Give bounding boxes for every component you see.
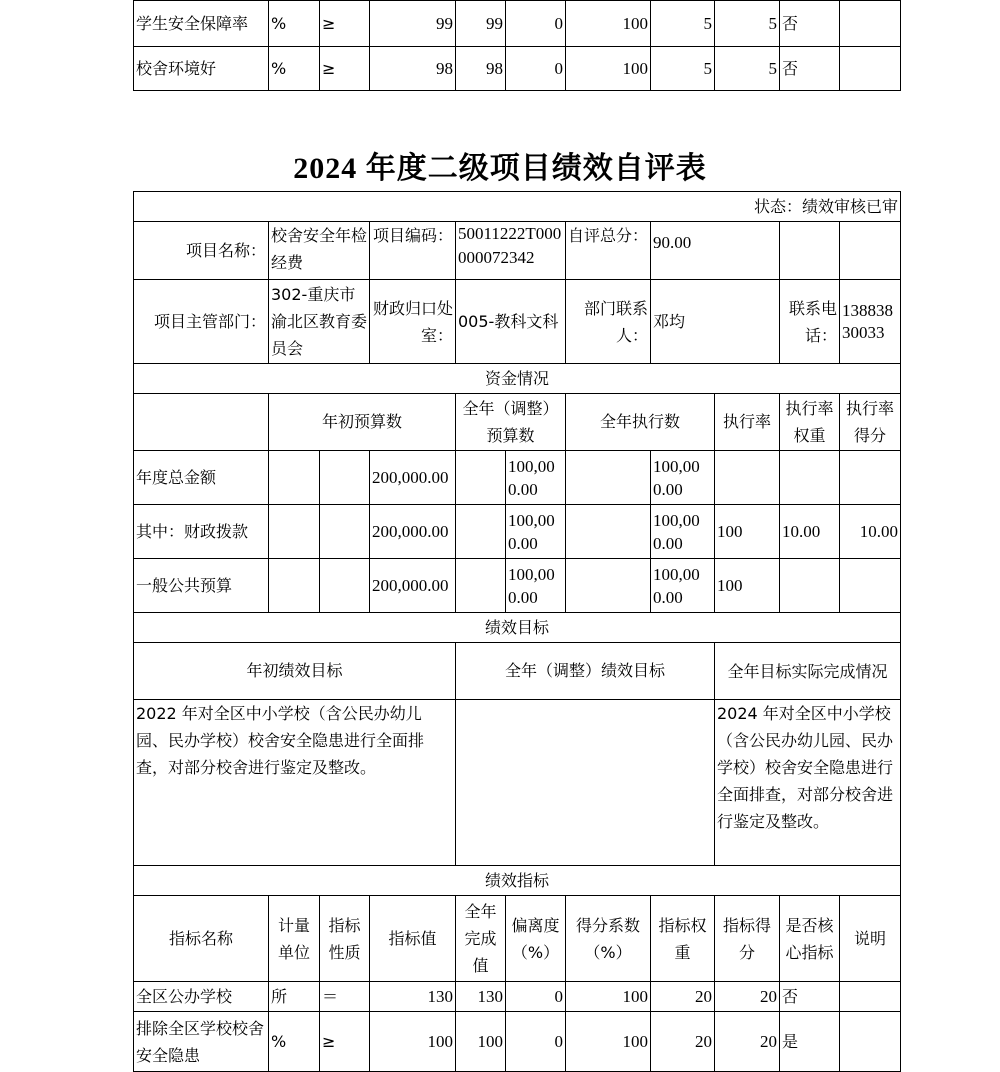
- indicator-weight: 20: [651, 982, 715, 1012]
- contact-label: 部门联系人：: [566, 280, 651, 364]
- indicator-score: 5: [715, 47, 780, 91]
- funds-header-row: [134, 394, 901, 451]
- indicator-unit: %: [269, 1, 320, 47]
- phone-label: 联系电话：: [780, 280, 840, 364]
- funds-adjusted: 100,000.00: [506, 505, 566, 559]
- table-row: [134, 1, 901, 47]
- dept-value: 302-重庆市渝北区教育委员会: [269, 280, 370, 364]
- indicator-target: 100: [370, 1012, 456, 1072]
- indicator-name: 排除全区学校校舍安全隐患: [134, 1012, 269, 1072]
- indicator-core: 否: [780, 982, 840, 1012]
- self-evaluation-table: [133, 191, 901, 1072]
- adjusted-budget-header: 全年（调整）预算数: [456, 394, 566, 451]
- table-row: [134, 47, 901, 91]
- goals-header-row: [134, 643, 901, 700]
- funds-rate: 100: [715, 559, 780, 613]
- self-score-label: 自评总分：: [566, 222, 651, 280]
- funds-score: [840, 559, 901, 613]
- indicator-deviation-header: 偏离度（%）: [506, 896, 566, 982]
- funds-score: [840, 451, 901, 505]
- indicator-actual-header: 全年完成值: [456, 896, 506, 982]
- project-dept-row: [134, 280, 901, 364]
- indicator-nature: ＝: [320, 982, 370, 1012]
- indicator-target: 99: [370, 1, 456, 47]
- self-score-value: 90.00: [651, 222, 780, 280]
- funds-budget: 200,000.00: [370, 559, 456, 613]
- indicator-deviation: 0: [506, 1012, 566, 1072]
- indicator-nature: ≥: [320, 47, 370, 91]
- indicator-actual: 130: [456, 982, 506, 1012]
- funds-executed: 100,000.00: [651, 559, 715, 613]
- indicator-actual: 100: [456, 1012, 506, 1072]
- empty-cell: [566, 505, 651, 559]
- indicator-target-header: 指标值: [370, 896, 456, 982]
- funds-weight: 10.00: [780, 505, 840, 559]
- indicator-note: [840, 1, 901, 47]
- dept-label: 项目主管部门：: [134, 280, 269, 364]
- funds-row: [134, 559, 901, 613]
- funds-section-title: 资金情况: [134, 364, 901, 394]
- empty-cell: [320, 505, 370, 559]
- empty-cell: [566, 559, 651, 613]
- indicators-header-row: [134, 896, 901, 982]
- indicator-coef: 100: [566, 47, 651, 91]
- indicator-core: 是: [780, 1012, 840, 1072]
- empty-cell: [456, 505, 506, 559]
- project-code-label: 项目编码：: [370, 222, 456, 280]
- funds-row: [134, 505, 901, 559]
- previous-indicators-table: [133, 0, 901, 91]
- indicator-actual: 98: [456, 47, 506, 91]
- empty-cell: [134, 394, 269, 451]
- indicator-coef: 100: [566, 1012, 651, 1072]
- indicator-note: [840, 982, 901, 1012]
- indicators-section-row: [134, 866, 901, 896]
- rate-header: 执行率: [715, 394, 780, 451]
- table-row: [134, 1012, 901, 1072]
- initial-goal-text: 2022 年对全区中小学校（含公民办幼儿园、民办学校）校舍安全隐患进行全面排查，对部分校舍进行鉴定及整改。: [134, 700, 456, 866]
- indicator-nature-header: 指标性质: [320, 896, 370, 982]
- funds-adjusted: 100,000.00: [506, 451, 566, 505]
- funds-executed: 100,000.00: [651, 505, 715, 559]
- indicator-weight: 5: [651, 1, 715, 47]
- indicator-unit-header: 计量单位: [269, 896, 320, 982]
- indicators-section-title: 绩效指标: [134, 866, 901, 896]
- adjusted-goal-header: 全年（调整）绩效目标: [456, 643, 715, 700]
- office-label: 财政归口处室：: [370, 280, 456, 364]
- executed-header: 全年执行数: [566, 394, 715, 451]
- funds-row: [134, 451, 901, 505]
- actual-goal-header: 全年目标实际完成情况: [715, 643, 901, 700]
- funds-rate: 100: [715, 505, 780, 559]
- report-title: 2024 年度二级项目绩效自评表: [293, 152, 707, 185]
- indicator-weight-header: 指标权重: [651, 896, 715, 982]
- empty-cell: [269, 559, 320, 613]
- funds-rate: [715, 451, 780, 505]
- phone-value: 13883830033: [840, 280, 901, 364]
- goals-content-row: [134, 700, 901, 866]
- project-name-value: 校舍安全年检经费: [269, 222, 370, 280]
- empty-cell: [780, 222, 840, 280]
- funds-row-label: 一般公共预算: [134, 559, 269, 613]
- empty-cell: [320, 559, 370, 613]
- indicator-deviation: 0: [506, 982, 566, 1012]
- project-name-label: 项目名称：: [134, 222, 269, 280]
- indicator-core-header: 是否核心指标: [780, 896, 840, 982]
- indicator-note: [840, 1012, 901, 1072]
- empty-cell: [456, 451, 506, 505]
- indicator-target: 130: [370, 982, 456, 1012]
- indicator-target: 98: [370, 47, 456, 91]
- contact-value: 邓均: [651, 280, 780, 364]
- indicator-coef: 100: [566, 982, 651, 1012]
- status-row: [134, 192, 901, 222]
- goals-section-title: 绩效目标: [134, 613, 901, 643]
- goals-section-row: [134, 613, 901, 643]
- indicator-core: 否: [780, 47, 840, 91]
- indicator-name: 全区公办学校: [134, 982, 269, 1012]
- indicator-unit: %: [269, 1012, 320, 1072]
- indicator-score: 5: [715, 1, 780, 47]
- funds-weight: [780, 559, 840, 613]
- funds-budget: 200,000.00: [370, 505, 456, 559]
- adjusted-goal-text: [456, 700, 715, 866]
- funds-score: 10.00: [840, 505, 901, 559]
- empty-cell: [320, 451, 370, 505]
- indicator-name: 学生安全保障率: [134, 1, 269, 47]
- funds-section-row: [134, 364, 901, 394]
- indicator-name-header: 指标名称: [134, 896, 269, 982]
- indicator-deviation: 0: [506, 47, 566, 91]
- funds-budget: 200,000.00: [370, 451, 456, 505]
- indicator-nature: ≥: [320, 1, 370, 47]
- funds-row-label: 其中：财政拨款: [134, 505, 269, 559]
- indicator-weight: 5: [651, 47, 715, 91]
- empty-cell: [566, 451, 651, 505]
- funds-adjusted: 100,000.00: [506, 559, 566, 613]
- status-text: 状态：绩效审核已审: [134, 192, 901, 222]
- indicator-unit: 所: [269, 982, 320, 1012]
- rate-score-header: 执行率得分: [840, 394, 901, 451]
- funds-executed: 100,000.00: [651, 451, 715, 505]
- initial-goal-header: 年初绩效目标: [134, 643, 456, 700]
- indicator-coef: 100: [566, 1, 651, 47]
- indicator-weight: 20: [651, 1012, 715, 1072]
- indicator-score: 20: [715, 982, 780, 1012]
- funds-row-label: 年度总金额: [134, 451, 269, 505]
- empty-cell: [840, 222, 901, 280]
- indicator-unit: %: [269, 47, 320, 91]
- empty-cell: [269, 451, 320, 505]
- funds-weight: [780, 451, 840, 505]
- budget-header: 年初预算数: [269, 394, 456, 451]
- indicator-actual: 99: [456, 1, 506, 47]
- indicator-note: [840, 47, 901, 91]
- indicator-coef-header: 得分系数（%）: [566, 896, 651, 982]
- project-code-value: 50011222T000000072342: [456, 222, 566, 280]
- indicator-nature: ≥: [320, 1012, 370, 1072]
- rate-weight-header: 执行率权重: [780, 394, 840, 451]
- indicator-name: 校舍环境好: [134, 47, 269, 91]
- table-row: [134, 982, 901, 1012]
- empty-cell: [456, 559, 506, 613]
- office-value: 005-教科文科: [456, 280, 566, 364]
- indicator-score-header: 指标得分: [715, 896, 780, 982]
- indicator-note-header: 说明: [840, 896, 901, 982]
- indicator-deviation: 0: [506, 1, 566, 47]
- indicator-score: 20: [715, 1012, 780, 1072]
- actual-goal-text: 2024 年对全区中小学校（含公民办幼儿园、民办学校）校舍安全隐患进行全面排查，对部分校舍进行鉴定及整改。: [715, 700, 901, 866]
- empty-cell: [269, 505, 320, 559]
- project-info-row: [134, 222, 901, 280]
- indicator-core: 否: [780, 1, 840, 47]
